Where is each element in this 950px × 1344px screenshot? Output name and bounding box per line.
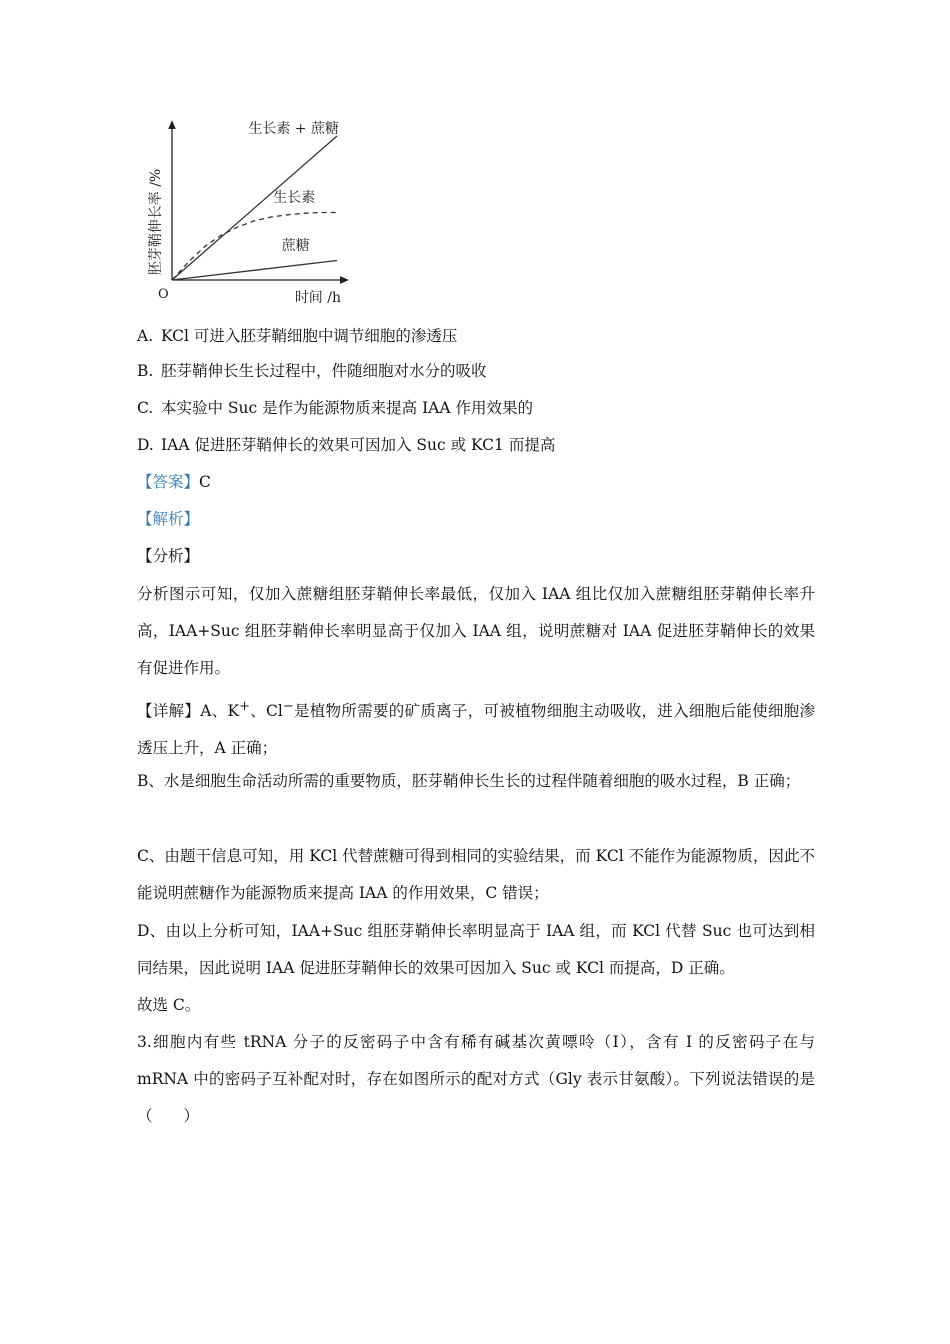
- growth-rate-chart: [140, 118, 360, 314]
- detail-a-pre: A、K: [200, 702, 240, 721]
- option-c: [137, 398, 533, 418]
- chloride-charge: −: [282, 699, 294, 714]
- chart-y-axis-label: 胚芽鞘伸长率 /%: [148, 168, 164, 276]
- detail-label: 【详解】: [137, 702, 201, 721]
- option-letter: D.: [137, 436, 154, 454]
- option-d: [137, 435, 555, 455]
- question-3-paragraph: [137, 1024, 815, 1135]
- conclusion-line: [137, 995, 200, 1015]
- detail-d-paragraph: [137, 913, 815, 987]
- origin-label: O: [158, 287, 169, 302]
- detail-b-paragraph: [137, 763, 815, 800]
- option-letter: B.: [137, 362, 154, 380]
- option-letter: A.: [137, 327, 154, 345]
- option-text: 本实验中 Suc 是作为能源物质来提高 IAA 作用效果的: [161, 399, 534, 417]
- detail-c-paragraph: [137, 838, 815, 912]
- series-label-2: 蔗糖: [281, 238, 310, 254]
- option-text: KCl 可进入胚芽鞘细胞中调节细胞的渗透压: [161, 327, 458, 345]
- chart-x-axis-label: 时间 /h: [294, 290, 341, 306]
- series-label-1: 生长素: [273, 190, 316, 206]
- series-line-0: [172, 136, 337, 280]
- conclusion-text: 故选 C。: [137, 996, 201, 1014]
- option-text: IAA 促进胚芽鞘伸长的效果可因加入 Suc 或 KC1 而提高: [161, 436, 556, 454]
- answer-line: [137, 472, 211, 492]
- answer-label: 【答案】: [137, 473, 200, 491]
- analysis-label: 【解析】: [137, 510, 200, 528]
- analysis-heading: [137, 509, 199, 529]
- series-label-0: 生长素 + 蔗糖: [248, 121, 339, 137]
- detail-d-text: D、由以上分析可知，IAA+Suc 组胚芽鞘伸长率明显高于 IAA 组，而 KCl 代替 Suc 也可达到相同结果，因此说明 IAA 促进胚芽鞘伸长的效果可因加入 Suc 或 KCl 而提高，D 正确。: [137, 922, 815, 977]
- detail-c-text: C、由题干信息可知，用 KCl 代替蔗糖可得到相同的实验结果，而 KCl 不能作为能源物质，因此不能说明蔗糖作为能源物质来提高 IAA 的作用效果，C 错误；: [137, 847, 815, 902]
- potassium-charge: +: [239, 699, 250, 714]
- series-line-2: [172, 261, 337, 281]
- detail-b-text: B、水是细胞生命活动所需的重要物质，胚芽鞘伸长生长的过程伴随着细胞的吸水过程，B 正确；: [137, 772, 801, 790]
- detail-a-post: 是植物所需要的矿质离子，可被植物细胞主动吸收，进入细胞后能使细胞渗透压上升，A 正确；: [137, 702, 815, 758]
- fenxi-label: 【分析】: [137, 547, 200, 565]
- answer-value: C: [199, 473, 211, 491]
- detail-a-mid: 、Cl: [249, 702, 283, 721]
- option-text: 胚芽鞘伸长生长过程中，件随细胞对水分的吸收: [161, 362, 487, 380]
- question-3-text: 3.细胞内有些 tRNA 分子的反密码子中含有稀有碱基次黄嘌呤（I），含有 I 的反密码子在与 mRNA 中的密码子互补配对时，存在如图所示的配对方式（Gly 表示甘氨酸）。下列说法错误的是（ ）: [137, 1033, 815, 1125]
- option-letter: C.: [137, 399, 154, 417]
- fenxi-text: 分析图示可知，仅加入蔗糖组胚芽鞘伸长率最低，仅加入 IAA 组比仅加入蔗糖组胚芽鞘伸长率升高，IAA+Suc 组胚芽鞘伸长率明显高于仅加入 IAA 组，说明蔗糖对 IAA 促进胚芽鞘伸长的效果有促进作用。: [137, 585, 815, 677]
- detail-a-paragraph: [137, 688, 815, 767]
- option-a: [137, 326, 457, 346]
- option-b: [137, 361, 487, 381]
- fenxi-heading: [137, 546, 199, 566]
- chart-canvas: [140, 118, 360, 314]
- fenxi-paragraph: [137, 576, 815, 687]
